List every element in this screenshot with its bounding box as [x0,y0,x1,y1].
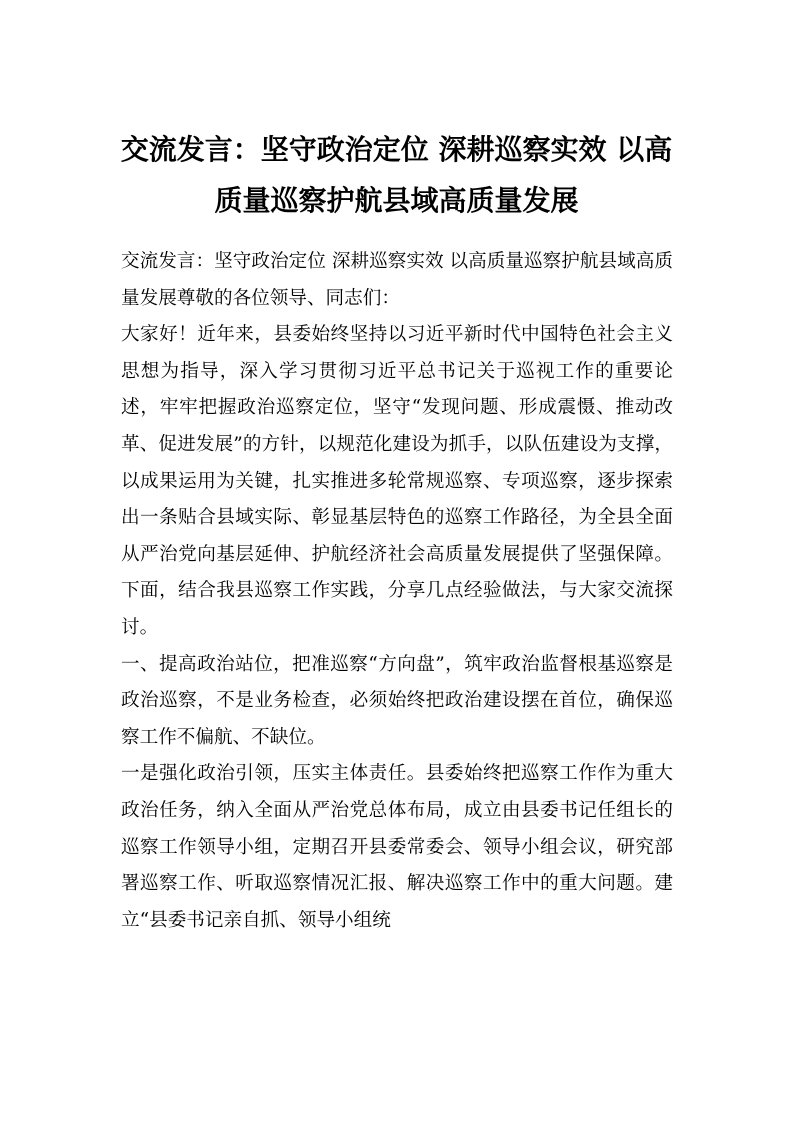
paragraph-point-one: 一是强化政治引领，压实主体责任。县委始终把巡察工作作为重大政治任务，纳入全面从严治党总体布局，成立由县委书记任组长的巡察工作领导小组，定期召开县委常委会、领导小组会议，研究部署巡察工作、听取巡察情况汇报、解决巡察工作中的重大问题。建立“县委书记亲自抓、领导小组统 [121,763,673,931]
document-title: 交流发言：坚守政治定位 深耕巡察实效 以高质量巡察护航县域高质量发展 [120,133,673,217]
paragraph-section-one: 一、提高政治站位，把准巡察“方向盘”，筑牢政治监督根基巡察是政治巡察，不是业务检查，必须始终把政治建设摆在首位，确保巡察工作不偏航、不缺位。 [121,653,673,748]
paragraph-greeting: 交流发言：坚守政治定位 深耕巡察实效 以高质量巡察护航县域高质量发展尊敬的各位领导、同志们： [121,251,673,309]
document-body [121,244,673,939]
paragraph-intro: 大家好！近年来，县委始终坚持以习近平新时代中国特色社会主义思想为指导，深入学习贯彻习近平总书记关于巡视工作的重要论述，牢牢把握政治巡察定位，坚守“发现问题、形成震慑、推动改革、促进发展”的方针，以规范化建设为抓手，以队伍建设为支撑，以成果运用为关键，扎实推进多轮常规巡察、专项巡察，逐步探索出一条贴合县域实际、彰显基层特色的巡察工作路径，为全县全面从严治党向基层延伸、护航经济社会高质量发展提供了坚强保障。下面，结合我县巡察工作实践，分享几点经验做法，与大家交流探讨。 [121,324,673,638]
